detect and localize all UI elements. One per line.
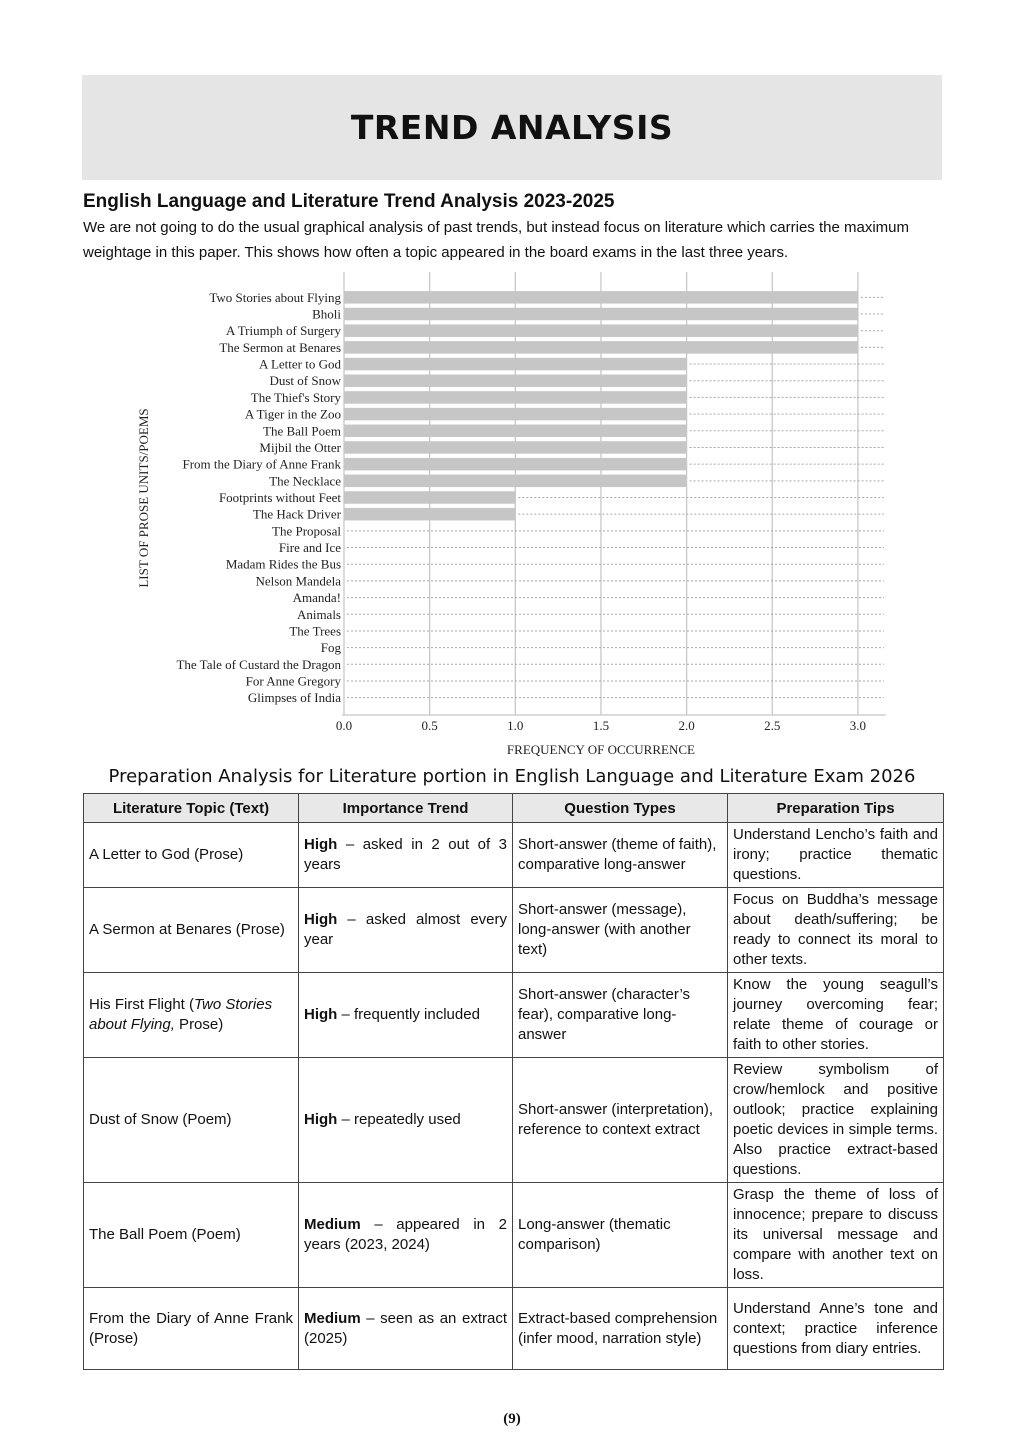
bar bbox=[344, 408, 687, 421]
bar bbox=[344, 374, 687, 387]
category-label: A Triumph of Surgery bbox=[226, 323, 341, 339]
tips-cell: Understand Lencho’s faith and irony; practice thematic questions. bbox=[728, 823, 944, 888]
topic-cell bbox=[84, 973, 299, 1058]
trend-level: High bbox=[304, 911, 338, 928]
header-topic: Literature Topic (Text) bbox=[84, 794, 299, 823]
x-tick-label: 0.0 bbox=[335, 718, 353, 733]
section-subheading: English Language and Literature Trend Analysis 2023-2025 bbox=[83, 191, 615, 212]
topic-cell: From the Diary of Anne Frank (Prose) bbox=[84, 1288, 299, 1370]
preparation-table bbox=[83, 793, 944, 1370]
category-label: The Thief's Story bbox=[250, 389, 341, 405]
trend-text: – repeatedly used bbox=[337, 1111, 461, 1128]
category-label: Animals bbox=[296, 606, 341, 622]
question-types-cell: Short-answer (character’s fear), comparative long-answer bbox=[513, 973, 728, 1058]
question-types-cell: Long-answer (thematic comparison) bbox=[513, 1183, 728, 1288]
bar bbox=[344, 491, 515, 504]
question-types-cell: Short-answer (theme of faith), comparative long-answer bbox=[513, 823, 728, 888]
topic-cell: The Ball Poem (Poem) bbox=[84, 1183, 299, 1288]
trend-text: – frequently included bbox=[337, 1006, 480, 1023]
category-label: Madam Rides the Bus bbox=[225, 556, 341, 572]
x-tick-label: 2.0 bbox=[678, 718, 695, 733]
category-label: The Necklace bbox=[269, 473, 341, 489]
topic-cell: A Letter to God (Prose) bbox=[84, 823, 299, 888]
trend-level: High bbox=[304, 1006, 338, 1023]
category-label: The Sermon at Benares bbox=[219, 339, 341, 355]
bar bbox=[344, 391, 687, 404]
topic-italic-text: Two Stories about Flying, bbox=[89, 996, 273, 1033]
frequency-bar-chart bbox=[130, 268, 900, 763]
table-row bbox=[84, 1288, 944, 1370]
table-title: Preparation Analysis for Literature portion in English Language and Literature Exam 2026 bbox=[108, 766, 916, 787]
bar bbox=[344, 308, 858, 321]
header-question-types: Question Types bbox=[513, 794, 728, 823]
x-tick-label: 1.5 bbox=[592, 718, 610, 733]
tips-cell: Grasp the theme of loss of innocence; prepare to discuss its universal message and compare with another text on loss. bbox=[728, 1183, 944, 1288]
table-header-row bbox=[84, 794, 944, 823]
x-tick-label: 0.5 bbox=[421, 718, 438, 733]
category-label: The Tale of Custard the Dragon bbox=[176, 656, 341, 672]
category-label: Two Stories about Flying bbox=[209, 289, 341, 305]
topic-text-end: Prose) bbox=[174, 1016, 224, 1033]
category-label: Mijbil the Otter bbox=[259, 439, 341, 455]
category-label: Fog bbox=[320, 640, 341, 656]
x-tick-label: 3.0 bbox=[849, 718, 867, 733]
category-label: For Anne Gregory bbox=[245, 673, 341, 689]
trend-cell bbox=[299, 1288, 513, 1370]
tips-cell: Understand Anne’s tone and context; practice inference questions from diary entries. bbox=[728, 1288, 944, 1370]
intro-paragraph: We are not going to do the usual graphical analysis of past trends, but instead focus on literature which carries the maximum weightage in this paper. This shows how often a topic appeared in the board exams in the last three years. bbox=[83, 219, 909, 261]
bar bbox=[344, 425, 687, 438]
trend-text: – seen as an extract (2025) bbox=[304, 1309, 507, 1347]
header-trend: Importance Trend bbox=[299, 794, 513, 823]
category-label: The Proposal bbox=[272, 523, 341, 539]
topic-text: His First Flight ( bbox=[89, 996, 194, 1013]
bar bbox=[344, 441, 687, 454]
table-row bbox=[84, 823, 944, 888]
tips-cell: Know the young seagull’s journey overcoming fear; relate theme of courage or faith to other stories. bbox=[728, 973, 944, 1058]
x-tick-label: 2.5 bbox=[764, 718, 781, 733]
category-label: A Letter to God bbox=[259, 356, 341, 372]
tips-cell: Review symbolism of crow/hemlock and positive outlook; practice explaining poetic devices in simple terms. Also practice extract-based questions. bbox=[728, 1058, 944, 1183]
trend-text: – asked almost every year bbox=[304, 911, 507, 948]
trend-cell bbox=[299, 1183, 513, 1288]
trend-level: Medium bbox=[304, 1309, 361, 1327]
bar bbox=[344, 341, 858, 354]
trend-cell bbox=[299, 888, 513, 973]
bar bbox=[344, 358, 687, 371]
trend-level: High bbox=[304, 1111, 338, 1128]
question-types-cell: Short-answer (interpretation), reference to context extract bbox=[513, 1058, 728, 1183]
x-tick-label: 1.0 bbox=[507, 718, 524, 733]
question-types-cell: Short-answer (message), long-answer (with another text) bbox=[513, 888, 728, 973]
trend-text: – appeared in 2 years (2023, 2024) bbox=[304, 1216, 507, 1253]
bar bbox=[344, 508, 515, 521]
tips-cell: Focus on Buddha’s message about death/suffering; be ready to connect its moral to other texts. bbox=[728, 888, 944, 973]
title-banner bbox=[82, 75, 942, 180]
category-label: The Ball Poem bbox=[263, 423, 341, 439]
trend-text: – asked in 2 out of 3 years bbox=[304, 836, 507, 873]
topic-cell: Dust of Snow (Poem) bbox=[84, 1058, 299, 1183]
bar bbox=[344, 458, 687, 471]
topic-cell: A Sermon at Benares (Prose) bbox=[84, 888, 299, 973]
page-title: TREND ANALYSIS bbox=[350, 108, 674, 147]
table-row bbox=[84, 1183, 944, 1288]
bar bbox=[344, 291, 858, 304]
x-axis-title: FREQUENCY OF OCCURRENCE bbox=[506, 742, 695, 757]
category-label: Fire and Ice bbox=[278, 540, 341, 556]
category-label: Amanda! bbox=[292, 590, 341, 606]
category-label: Footprints without Feet bbox=[218, 490, 341, 505]
category-label: Glimpses of India bbox=[247, 690, 341, 706]
page-number: (9) bbox=[503, 1411, 521, 1427]
category-label: From the Diary of Anne Frank bbox=[182, 456, 341, 472]
trend-level: High bbox=[304, 836, 338, 853]
y-axis-title: LIST OF PROSE UNITS/POEMS bbox=[136, 408, 151, 588]
table-row bbox=[84, 973, 944, 1058]
trend-level: Medium bbox=[304, 1216, 361, 1233]
category-label: Dust of Snow bbox=[269, 373, 341, 389]
category-label: The Hack Driver bbox=[252, 506, 341, 522]
trend-cell bbox=[299, 973, 513, 1058]
trend-cell bbox=[299, 823, 513, 888]
table-row bbox=[84, 888, 944, 973]
category-label: The Trees bbox=[289, 623, 341, 639]
header-tips: Preparation Tips bbox=[728, 794, 944, 823]
table-row bbox=[84, 1058, 944, 1183]
category-label: A Tiger in the Zoo bbox=[244, 406, 341, 422]
category-label: Nelson Mandela bbox=[255, 573, 341, 589]
bar bbox=[344, 324, 858, 337]
trend-cell bbox=[299, 1058, 513, 1183]
bar bbox=[344, 475, 687, 488]
category-label: Bholi bbox=[312, 306, 341, 322]
question-types-cell: Extract-based comprehension (infer mood, narration style) bbox=[513, 1288, 728, 1370]
